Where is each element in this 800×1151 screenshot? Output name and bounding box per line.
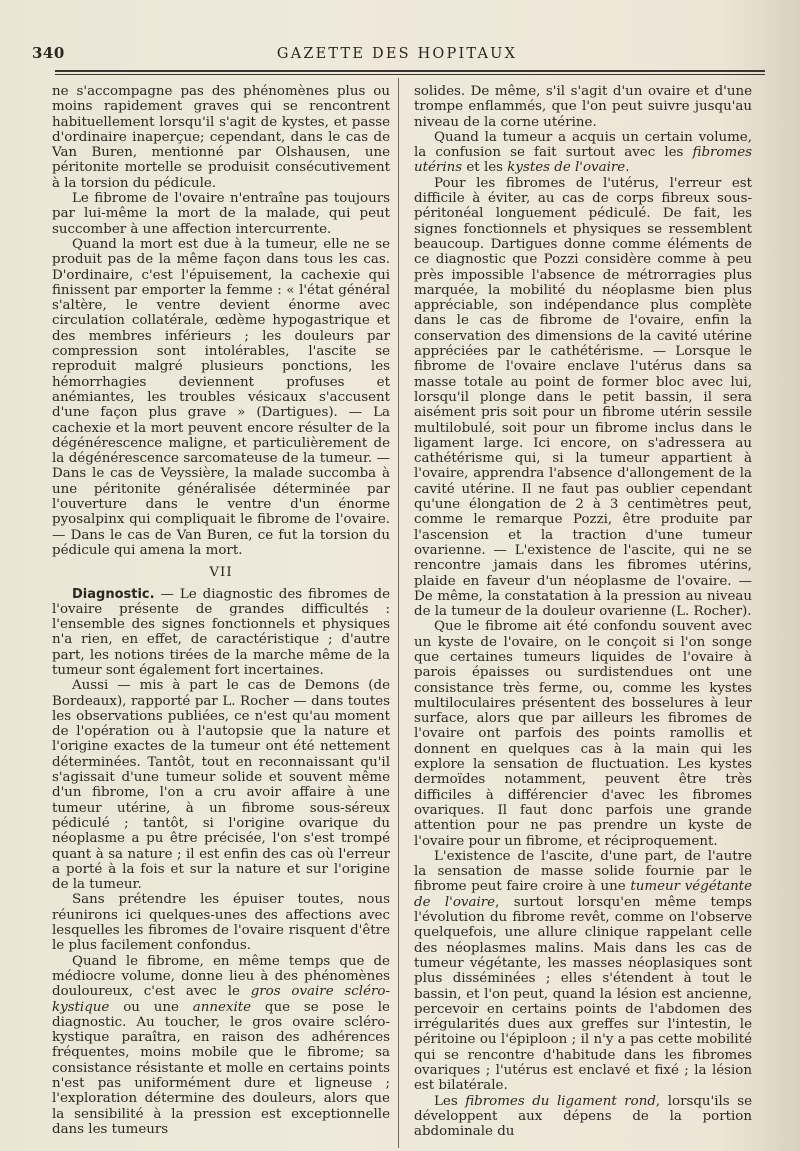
- italic-term: tumeur végétante de l'ovaire: [414, 879, 752, 910]
- page-number: 340: [32, 44, 65, 62]
- right-column: [414, 84, 752, 1139]
- paragraph-text: Quand la tumeur a acquis un certain volume, la confusion se fait surtout avec les: [414, 129, 752, 161]
- paragraph-text: , lorsqu'ils se développent aux dépens de la portion abdominale du: [414, 1093, 752, 1140]
- paragraph-text: — Le diagnostic des fibromes de l'ovaire présente de grandes difficultés : l'ensemble des signes fonctionnels et physiques n'a rien, en effet, de caractéristique ; d'autre part, les notions tirées de la marche même de la tumeur sont également fort incertaines.: [52, 586, 390, 678]
- paragraph: ne s'accompagne pas des phénomènes plus ou moins rapidement graves qui se rencontrent habituellement lorsqu'il s'agit de kystes, et passe d'ordinaire inaperçue; cependant, dans le cas de Van Buren, mentionné par Olshausen, une péritonite mortelle se produisit consécutivement à la torsion du pédicule.: [52, 84, 390, 191]
- paragraph: Sans prétendre les épuiser toutes, nous réunirons ici quelques-unes des affections avec lesquelles les fibromes de l'ovaire risquent d'être le plus facilement confondus.: [52, 892, 390, 954]
- paragraph: [414, 1094, 752, 1140]
- paragraph-text: ou une: [109, 999, 193, 1015]
- paragraph: solides. De même, s'il s'agit d'un ovaire et d'une trompe enflammés, que l'on peut suivre jusqu'au niveau de la corne utérine.: [414, 84, 752, 130]
- italic-term: annexite: [192, 999, 252, 1015]
- journal-title: GAZETTE DES HOPITAUX: [276, 46, 518, 62]
- paragraph-text: .: [625, 160, 630, 176]
- paragraph: [414, 849, 752, 1094]
- italic-term: gros ovaire scléro-kystique: [52, 984, 390, 1015]
- paragraph: [52, 954, 390, 1138]
- paragraph: Pour les fibromes de l'utérus, l'erreur est difficile à éviter, au cas de corps fibreux sous-péritonéal longuement pédiculé. De fait, les signes fonctionnels et physiques se ressemblent beaucoup. Dartigues donne comme éléments de ce diagnostic que Pozzi considère comme à peu près impossible l'absence de métrorragies plus marquée, la mobilité du néoplasme bien plus appréciable, son indépendance plus complète dans le cas de fibrome de l'ovaire, enfin la conservation des dimensions de la cavité utérine appréciées par le cathétérisme. — Lorsque le fibrome de l'ovaire enclave l'utérus dans sa masse totale au point de former bloc avec lui, lorsqu'il plonge dans le petit bassin, il sera aisément pris soit pour un fibrome utérin sessile multilobulé, soit pour un fibrome inclus dans le ligament large. Ici encore, on s'adressera au cathétérisme qui, si la tumeur appartient à l'ovaire, apprendra l'absence d'allongement de la cavité utérine. Il ne faut pas oublier cependant qu'une élongation de 2 à 3 centimètres peut, comme le remarque Pozzi, être produite par l'ascension et la traction d'une tumeur ovarienne. — L'existence de l'ascite, qui ne se rencontre jamais dans les fibromes utérins, plaide en faveur d'un néoplasme de l'ovaire. — De même, la constatation à la pression au niveau de la tumeur de la douleur ovarienne (L. Rocher).: [414, 175, 752, 620]
- page-header: [32, 44, 762, 66]
- paragraph-text: , surtout lorsqu'en même temps l'évolution du fibrome revêt, comme on l'observe quelquefois, une allure clinique rappelant celle des néoplasmes malins. Mais dans les cas de tumeur végétante, les masses néoplasiques sont plus disséminées ; elles s'étendent à tout le bassin, et l'on peut, quand la lésion est ancienne, percevoir en certains points de l'abdomen des irrégularités dues aux greffes sur l'intestin, le péritoine ou l'épiploon ; il n'y a pas cette mobilité qui se rencontre d'habitude dans les fibromes ovariques ; l'utérus est enclavé et fixé ; la lésion est bilatérale.: [414, 894, 752, 1094]
- paragraph-text: Quand le fibrome, en même temps que de médiocre volume, donne lieu à des phénomènes douloureux, c'est avec le: [52, 953, 390, 1000]
- paragraph: [52, 587, 390, 679]
- paragraph: Aussi — mis à part le cas de Demons (de Bordeaux), rapporté par L. Rocher — dans toutes les observations publiées, ce n'est qu'au moment de l'opération ou à l'autopsie que la nature et l'origine exactes de la tumeur ont été nettement déterminées. Tantôt, tout en reconnaissant qu'il s'agissait d'une tumeur solide et souvent même d'un fibrome, l'on a cru avoir affaire à une tumeur utérine, à un fibrome sous-séreux pédiculé ; tantôt, si l'origine ovarique du néoplasme a pu être précisée, l'on s'est trompé quant à sa nature ; il est enfin des cas où l'erreur a porté à la fois et sur la nature et sur l'origine de la tumeur.: [52, 678, 390, 893]
- section-heading: Diagnostic.: [72, 586, 155, 602]
- paragraph-text: Les: [434, 1093, 466, 1109]
- italic-term: fibromes utérins: [414, 145, 752, 176]
- section-number: VII: [209, 565, 233, 581]
- left-column: [52, 84, 390, 1137]
- header-rule: [55, 70, 765, 75]
- paragraph-text: et les: [462, 160, 508, 176]
- paragraph: Le fibrome de l'ovaire n'entraîne pas toujours par lui-même la mort de la malade, qui peut succomber à une affection intercurrente.: [52, 191, 390, 237]
- paragraph: Quand la mort est due à la tumeur, elle ne se produit pas de la même façon dans tous les cas. D'ordinaire, c'est l'épuisement, la cachexie qui finissent par emporter la femme : « l'état général s'altère, le ventre devient énorme avec circulation collatérale, œdème hypogastrique et des membres inférieurs ; les douleurs par compression sont intolérables, l'ascite se reproduit malgré plusieurs ponctions, les hémorrhagies deviennent profuses et anémiantes, les troubles vésicaux s'accusent d'une façon plus grave » (Dartigues). — La cachexie et la mort peuvent encore résulter de la dégénérescence maligne, et particulièrement de la dégénérescence sarcomateuse de la tumeur. — Dans le cas de Veyssière, la malade succomba à une péritonite généralisée déterminée par l'ouverture dans le ventre d'un énorme pyosalpinx qui compliquait le fibrome de l'ovaire. — Dans le cas de Van Buren, ce fut la torsion du pédicule qui amena la mort.: [52, 236, 390, 558]
- paragraph: [414, 130, 752, 176]
- paragraph-text: L'existence de l'ascite, d'une part, de l'autre la sensation de masse solide fournie par le fibrome peut faire croire à une: [414, 848, 752, 895]
- column-divider: [398, 78, 399, 1148]
- italic-term: kystes de l'ovaire: [507, 160, 626, 176]
- paragraph: Que le fibrome ait été confondu souvent avec un kyste de l'ovaire, on le conçoit si l'on songe que certaines tumeurs liquides de l'ovaire à parois épaisses ou surdistendues ont une consistance très ferme, ou, comme les kystes multiloculaires présentent des bosselures à leur surface, alors que par ailleurs les fibromes de l'ovaire ont parfois des points ramollis et donnent en quelques cas à la main qui les explore la sensation de fluctuation. Les kystes dermoïdes notamment, peuvent être très difficiles à différencier d'avec les fibromes ovariques. Il faut donc parfois une grande attention pour ne pas prendre un kyste de l'ovaire pour un fibrome, et réciproquement.: [414, 619, 752, 849]
- paragraph-text: que se pose le diagnostic. Au toucher, le gros ovaire scléro-kystique paraîtra, en raison des adhérences fréquentes, moins mobile que le fibrome; sa consistance résistante et molle en certains points n'est pas uniformément dure et ligneuse ; l'exploration détermine des douleurs, alors que la sensibilité à la pression est exceptionnelle dans les tumeurs: [52, 999, 390, 1137]
- italic-term: fibromes du ligament rond: [465, 1093, 656, 1109]
